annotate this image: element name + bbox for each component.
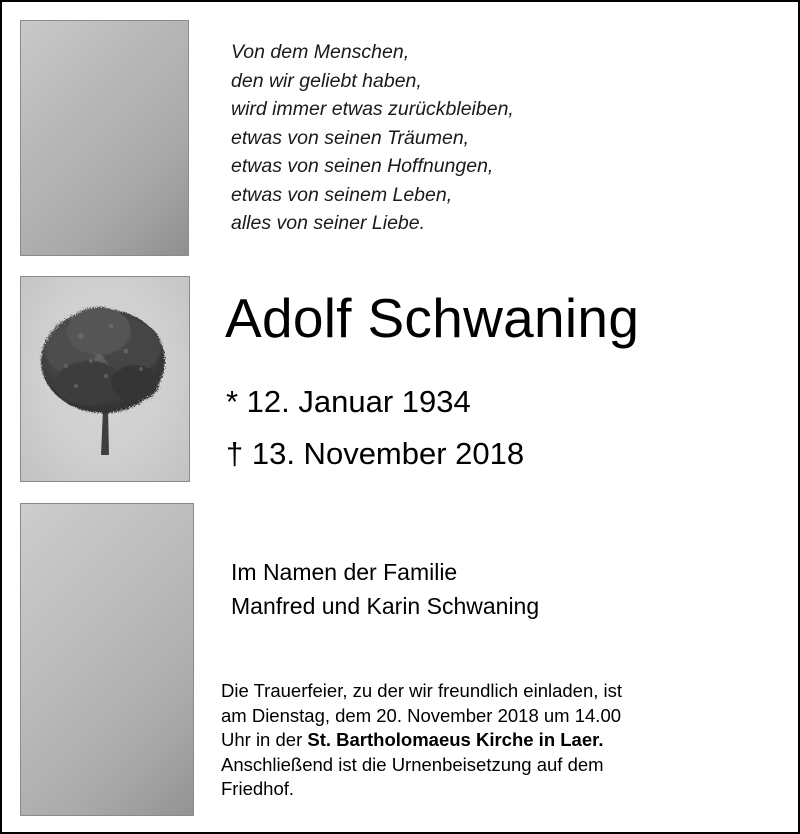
- notice-line: am Dienstag, dem 20. November 2018 um 14.00: [221, 704, 622, 726]
- notice-line: Die Trauerfeier, zu der wir freundlich einladen, ist: [221, 680, 623, 701]
- deceased-name: Adolf Schwaning: [225, 287, 640, 349]
- death-date: † 13. November 2018: [226, 436, 525, 471]
- notice-line: Anschließend ist die Urnenbeisetzung auf dem: [221, 753, 604, 775]
- birth-date: * 12. Januar 1934: [226, 384, 471, 419]
- family-line: Manfred und Karin Schwaning: [231, 593, 540, 619]
- poem-line: alles von seiner Liebe.: [231, 212, 426, 234]
- poem-line: den wir geliebt haben,: [231, 69, 422, 92]
- memorial-poem: [231, 38, 514, 238]
- funeral-notice: [221, 679, 622, 802]
- notice-line: Friedhof.: [221, 778, 295, 799]
- decorative-gray-panel-bottom: [20, 503, 194, 816]
- notice-line: [221, 728, 622, 753]
- decorative-gray-panel-top: [20, 20, 189, 256]
- poem-line: etwas von seinen Hoffnungen,: [231, 155, 494, 177]
- poem-line: etwas von seinem Leben,: [231, 183, 453, 206]
- tree-icon: [31, 291, 181, 466]
- tree-photo: [20, 276, 190, 482]
- family-signature: [231, 555, 539, 623]
- family-line: Im Namen der Familie: [231, 559, 458, 585]
- poem-line: Von dem Menschen,: [231, 41, 410, 63]
- notice-text: Uhr in der: [221, 729, 308, 750]
- poem-line: wird immer etwas zurückbleiben,: [231, 98, 514, 120]
- church-location: St. Bartholomaeus Kirche in Laer.: [307, 729, 604, 750]
- poem-line: etwas von seinen Träumen,: [231, 126, 470, 149]
